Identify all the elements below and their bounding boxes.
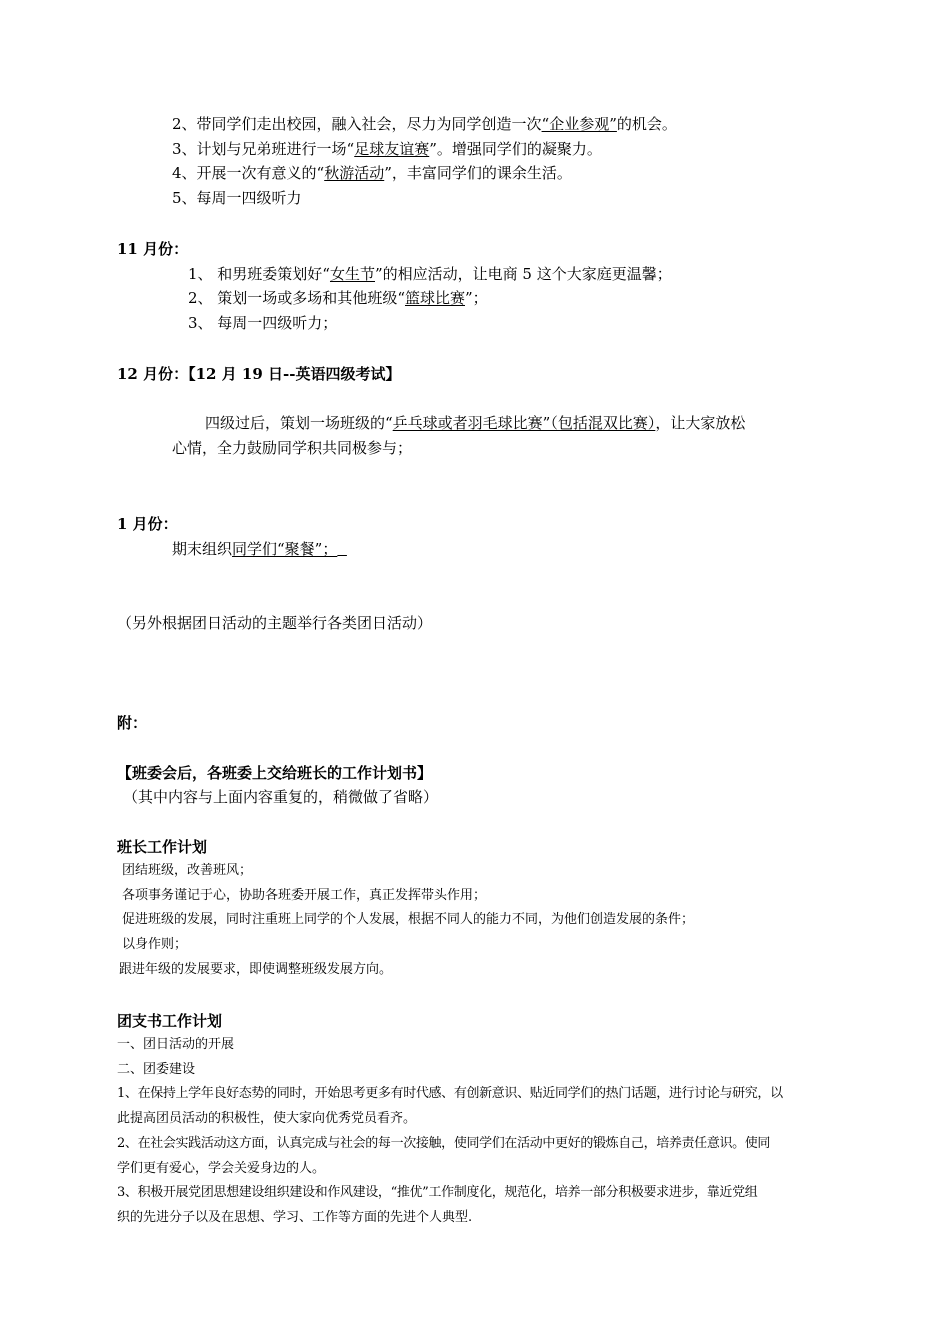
nov-item-2-tail: ”； xyxy=(465,289,488,307)
jan-item xyxy=(172,540,347,558)
nov-item-1-text: 1、 和男班委策划好“ xyxy=(188,265,330,283)
league-line-6: 学们更有爱心，学会关爱身边的人。 xyxy=(117,1161,326,1176)
nov-item-2-text: 2、 策划一场或多场和其他班级“ xyxy=(188,289,405,307)
dec-line1-underlined: 乒乓球或者羽毛球比赛”（包括混双比赛） xyxy=(392,414,656,432)
nov-item-3: 3、 每周一四级听力； xyxy=(188,314,338,332)
oct-item-2-tail: 的机会。 xyxy=(616,115,677,133)
oct-item-3-text: 3、计划与兄弟班进行一场“ xyxy=(172,140,355,158)
appendix-subtitle: （其中内容与上面内容重复的，稍微做了省略） xyxy=(123,788,439,806)
nov-item-1-tail: ”的相应活动，让电商 5 这个大家庭更温馨； xyxy=(375,265,672,283)
oct-item-3-underlined: 足球友谊赛 xyxy=(354,140,430,158)
league-line-3: 1、在保持上学年良好态势的同时，开始思考更多有时代感、有创新意识、贴近同学们的热门话题，进行讨论与研究，以 xyxy=(117,1086,783,1101)
oct-item-4-text: 4、开展一次有意义的“ xyxy=(172,164,325,182)
league-line-2: 二、团委建设 xyxy=(117,1062,196,1077)
jan-item-text: 期末组织 xyxy=(172,540,233,558)
dec-heading: 12 月份：【12 月 19 日--英语四级考试】 xyxy=(117,365,401,383)
jan-heading: 1 月份： xyxy=(117,515,178,533)
nov-item-2 xyxy=(188,289,488,307)
monitor-plan-heading: 班长工作计划 xyxy=(117,838,208,856)
monitor-item-2: 各项事务谨记于心，协助各班委开展工作，真正发挥带头作用； xyxy=(122,888,487,903)
oct-item-2-underlined: “企业参观” xyxy=(541,115,617,133)
oct-item-3 xyxy=(172,140,602,158)
monitor-item-1: 团结班级，改善班风； xyxy=(122,863,253,878)
league-line-5: 2、在社会实践活动这方面，认真完成与社会的每一次接触，使同学们在活动中更好的锻炼自己，培养责任意识。使同 xyxy=(117,1136,771,1151)
oct-item-2 xyxy=(172,115,677,133)
nov-item-2-underlined: 篮球比赛 xyxy=(404,289,465,307)
monitor-item-3: 促进班级的发展，同时注重班上同学的个人发展，根据不同人的能力不同，为他们创造发展的条件； xyxy=(122,912,695,927)
nov-item-1 xyxy=(188,265,672,283)
nov-item-1-underlined: 女生节 xyxy=(329,265,375,283)
league-plan-heading: 团支书工作计划 xyxy=(117,1012,223,1030)
oct-item-3-tail: ”。增强同学们的凝聚力。 xyxy=(429,140,602,158)
league-line-4: 此提高团员活动的积极性，使大家向优秀党员看齐。 xyxy=(117,1111,417,1126)
appendix-title: 【班委会后，各班委上交给班长的工作计划书】 xyxy=(117,764,433,782)
dec-paragraph-line2: 心情，全力鼓励同学积共同极参与； xyxy=(172,439,413,457)
oct-item-2-text: 2、带同学们走出校园，融入社会，尽力为同学创造一次 xyxy=(172,115,542,133)
oct-item-4-underlined: 秋游活动 xyxy=(324,164,385,182)
league-line-1: 一、团日活动的开展 xyxy=(117,1037,235,1052)
dec-line1-tail: ，让大家放松 xyxy=(655,414,746,432)
note-text: （另外根据团日活动的主题举行各类团日活动） xyxy=(117,614,433,632)
monitor-item-5: 跟进年级的发展要求，即使调整班级发展方向。 xyxy=(119,962,393,977)
oct-item-5: 5、每周一四级听力 xyxy=(172,189,302,207)
oct-item-4-tail: ”，丰富同学们的课余生活。 xyxy=(384,164,572,182)
league-line-7: 3、积极开展党团思想建设组织建设和作风建设，“推优”工作制度化，规范化，培养一部分积极要求进步，靠近党组 xyxy=(117,1185,758,1200)
monitor-item-4: 以身作则； xyxy=(122,937,188,952)
dec-paragraph-line1 xyxy=(205,414,745,432)
league-line-8: 织的先进分子以及在思想、学习、工作等方面的先进个人典型. xyxy=(117,1210,473,1225)
nov-heading: 11 月份： xyxy=(117,240,189,258)
dec-line1-text: 四级过后，策划一场班级的“ xyxy=(205,414,393,432)
oct-item-4 xyxy=(172,164,572,182)
jan-item-underlined: 同学们“聚餐”； xyxy=(232,540,338,558)
appendix-label: 附： xyxy=(117,714,148,732)
